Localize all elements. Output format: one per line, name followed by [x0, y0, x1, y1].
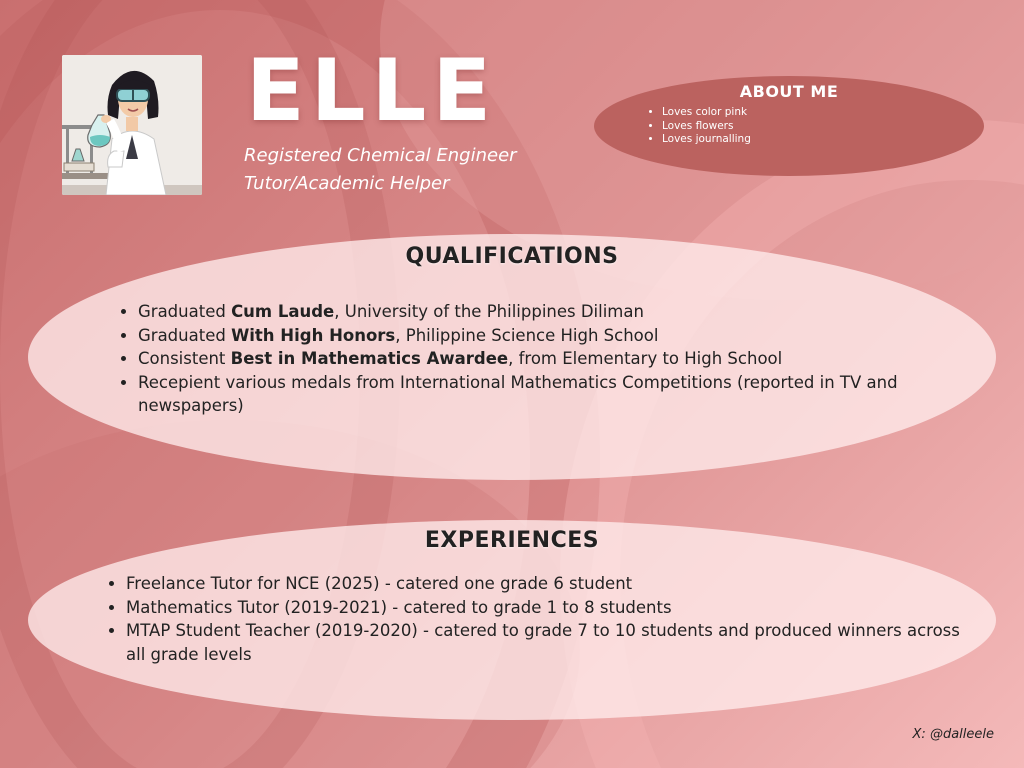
experiences-list	[104, 572, 966, 666]
qualification-item: • Graduated Cum Laude, University of the Philippines Diliman	[138, 300, 958, 324]
chemist-icon	[62, 55, 202, 195]
about-me-section	[594, 76, 984, 176]
about-me-item: • Loves journalling	[662, 133, 751, 147]
experience-item: • Mathematics Tutor (2019-2021) - catered to grade 1 to 8 students	[126, 596, 966, 620]
about-me-item: • Loves flowers	[662, 120, 751, 134]
about-me-title: ABOUT ME	[739, 82, 839, 101]
portrait-image	[62, 55, 202, 195]
about-me-item: • Loves color pink	[662, 106, 751, 120]
subtitle-role: Tutor/Academic Helper	[244, 173, 450, 194]
about-me-list	[644, 106, 751, 147]
qualifications-title: QUALIFICATIONS	[405, 244, 619, 269]
qualifications-section	[28, 234, 996, 480]
qualification-item: • Graduated With High Honors, Philippine Science High School	[138, 324, 958, 348]
social-handle-credit: X: @dalleele	[912, 727, 994, 742]
experiences-title: EXPERIENCES	[424, 528, 600, 553]
name-heading: ELLE	[246, 41, 498, 141]
qualification-item: • Recepient various medals from International Mathematics Competitions (reported in TV and newspapers)	[138, 371, 958, 418]
experiences-section	[28, 520, 996, 720]
experience-item: • Freelance Tutor for NCE (2025) - catered one grade 6 student	[126, 572, 966, 596]
subtitle-title: Registered Chemical Engineer	[244, 145, 517, 166]
qualification-item: • Consistent Best in Mathematics Awardee, from Elementary to High School	[138, 347, 958, 371]
experience-item: • MTAP Student Teacher (2019-2020) - catered to grade 7 to 10 students and produced winners across all grade levels	[126, 619, 966, 666]
qualifications-list	[116, 300, 958, 418]
